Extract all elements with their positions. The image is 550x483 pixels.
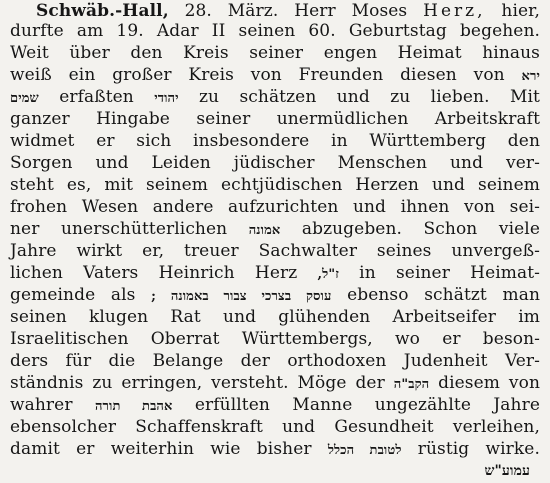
hebrew-term: ירא — [521, 69, 540, 84]
hebrew-term: ז"ל, — [317, 267, 339, 282]
text-line-21: damit er weiterhin wie bisher לטובת הכלל rüstig wirke. — [10, 439, 540, 459]
text-line-19: wahrer אהבת תורה erfüllten Manne ungezählte Jahre — [10, 395, 540, 415]
hebrew-term: שמים — [10, 91, 39, 106]
text-line-17: ders für die Belange der orthodoxen Judenheit Ver- — [10, 351, 540, 371]
article-date: 28. März. — [184, 1, 279, 21]
text-line-3: Weit über den Kreis seiner engen Heimat hinaus — [10, 43, 540, 63]
hebrew-term: לטובת הכלל — [327, 443, 402, 458]
text-line-15: seinen klugen Rat und glühenden Arbeitseifer im — [10, 307, 540, 327]
text-line-7: widmet er sich insbesondere in Württemberg den — [10, 131, 540, 151]
text-line-2: durfte am 19. Adar II seinen 60. Geburtstag begehen. — [10, 21, 540, 41]
text-line-12: Jahre wirkt er, treuer Sachwalter seines unvergeß- — [10, 241, 540, 261]
text-line-4: weiß ein großer Kreis von Freunden diesen von ירא — [10, 65, 540, 85]
text-line-18: ständnis zu erringen, versteht. Möge der הקב"ה diesem von — [10, 373, 541, 393]
text-line-10: frohen Wesen andere aufzurichten und ihnen von sei- — [10, 197, 540, 217]
surname-spaced: Herz, — [423, 1, 486, 21]
text-line-13: lichen Vaters Heinrich Herz ז"ל, in seiner Heimat- — [10, 263, 541, 283]
text-line-1: Schwäb.-Hall, 28. März. Herr Moses Herz, hier, — [36, 1, 540, 21]
signature: עמוע"ש — [484, 463, 530, 479]
text-line-16: Israelitischen Oberrat Württembergs, wo er beson- — [10, 329, 540, 349]
hebrew-term: הקב"ה — [393, 377, 430, 392]
text-line-14: gemeinde als עוסק בצרכי צבור באמונה ; ebenso schätzt man — [10, 285, 541, 305]
hebrew-term: אהבת תורה — [94, 399, 173, 414]
text-line-6: ganzer Hingabe seiner unermüdlichen Arbeitskraft — [10, 109, 540, 129]
hebrew-term: אמונה — [248, 223, 281, 238]
text-line-5: שמים erfaßten יהודי zu schätzen und zu lieben. Mit — [10, 87, 540, 107]
hebrew-term: עוסק בצרכי צבור באמונה ; — [151, 289, 332, 304]
place-name: Schwäb.-Hall, — [36, 1, 169, 21]
text-line-20: ebensolcher Schaffenskraft und Gesundheit verleihen, — [10, 417, 540, 437]
hebrew-term: יהודי — [154, 91, 179, 106]
text-line-9: steht es, mit seinem echtjüdischen Herzen und seinem — [10, 175, 540, 195]
text-line-11: ner unerschütterlichen אמונה abzugeben. Schon viele — [10, 219, 540, 239]
text-line-8: Sorgen und Leiden jüdischer Menschen und ver- — [10, 153, 540, 173]
